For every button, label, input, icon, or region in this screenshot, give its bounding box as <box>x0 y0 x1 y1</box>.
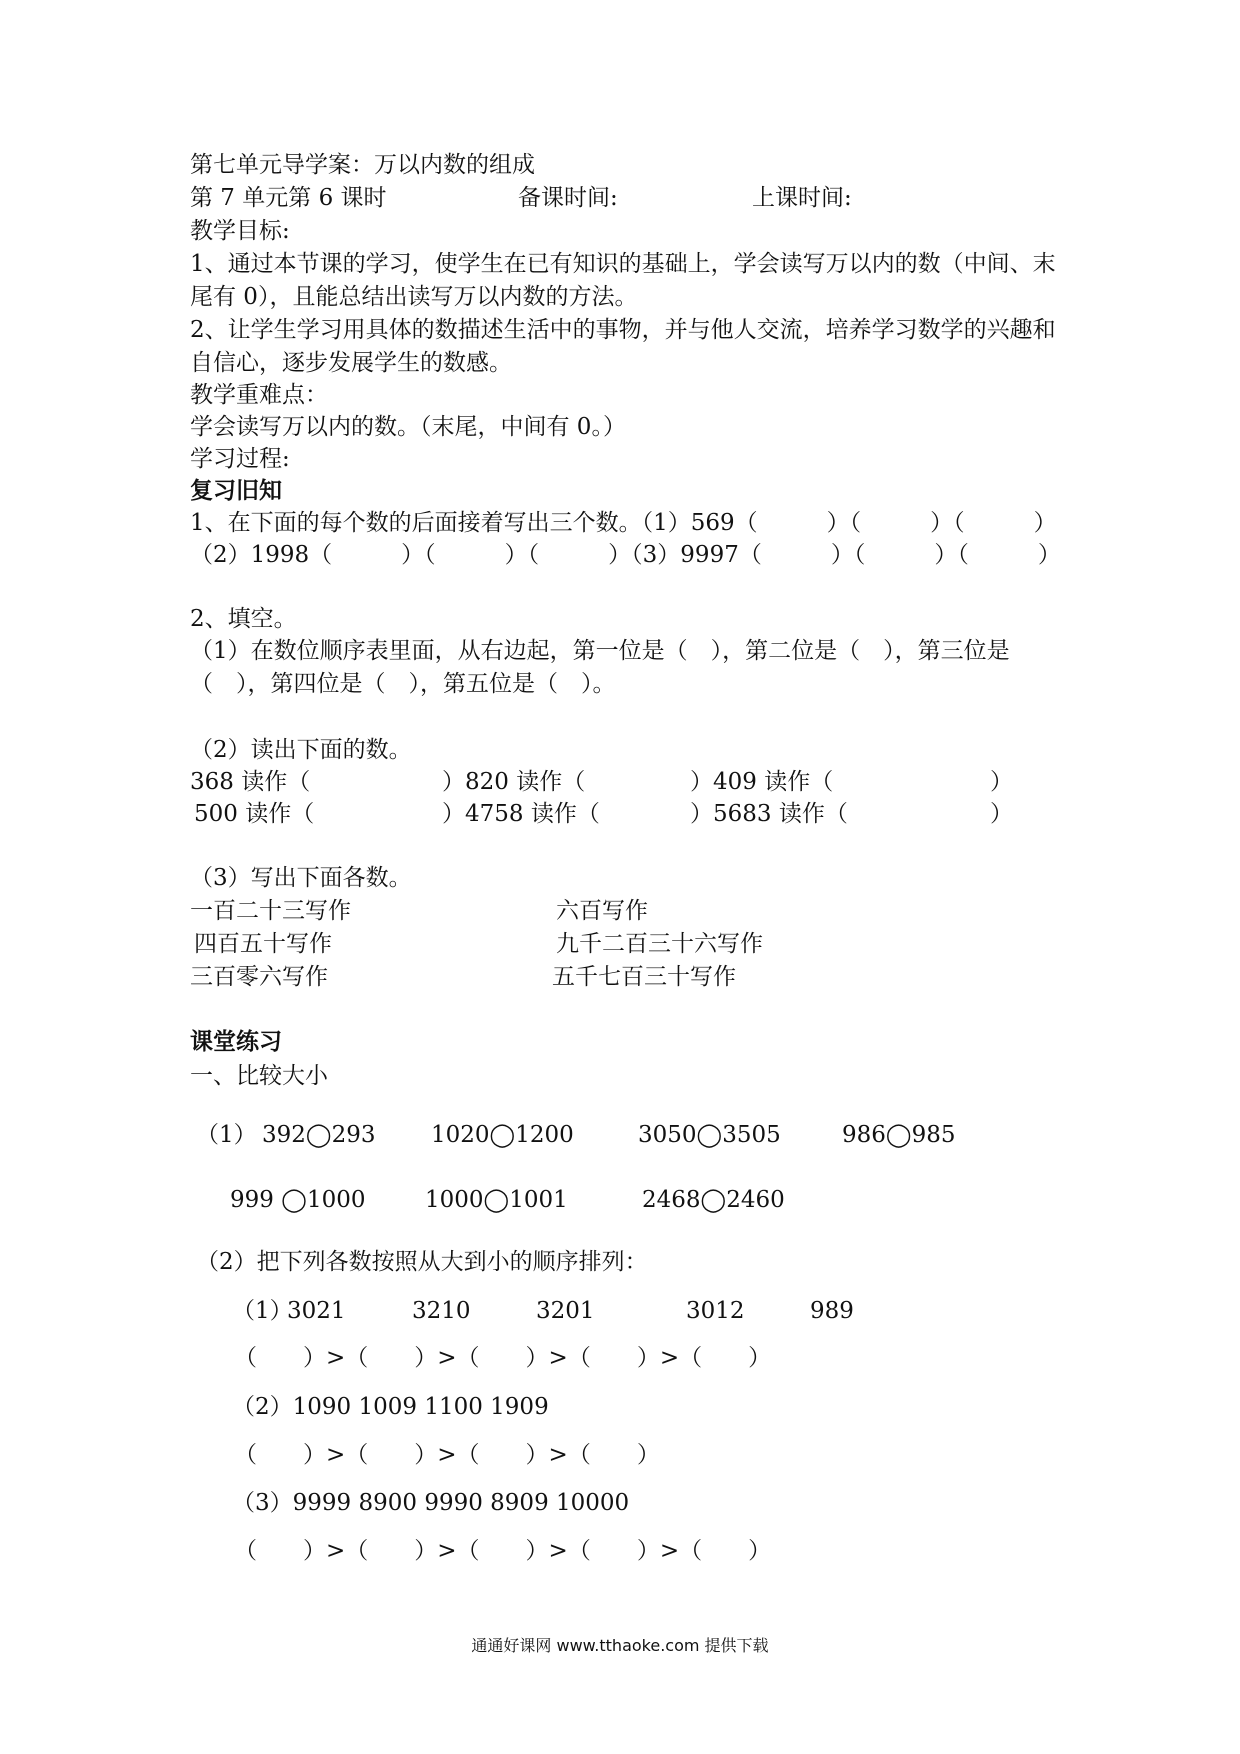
read-item: ） <box>990 769 1013 795</box>
compare-item: 1000◯1001 <box>425 1187 568 1213</box>
compare-label: （1） <box>196 1122 257 1148</box>
process-heading: 学习过程: <box>190 446 290 472</box>
compare-item: 999 ◯1000 <box>230 1187 366 1213</box>
review-q2-heading: 2、填空。 <box>190 606 297 632</box>
compare-item: 986◯985 <box>842 1122 956 1148</box>
write-item: 一百二十三写作 <box>190 898 351 924</box>
read-item: ）5683 读作（ <box>690 801 848 827</box>
key-points-text: 学会读写万以内的数。（末尾，中间有 0。） <box>190 414 626 440</box>
order1-number: 3012 <box>686 1298 745 1324</box>
order3-text: （3）9999 8900 9990 8909 10000 <box>232 1490 630 1516</box>
review-heading: 复习旧知 <box>190 477 282 504</box>
order1-label: （1） <box>232 1298 293 1324</box>
read-item: ）409 读作（ <box>690 769 834 795</box>
practice-heading: 课堂练习 <box>190 1028 282 1055</box>
compare-item: 392◯293 <box>262 1122 376 1148</box>
class-time-label: 上课时间: <box>752 185 852 211</box>
practice-part1: 一、比较大小 <box>190 1063 328 1089</box>
objectives-heading: 教学目标: <box>190 218 290 244</box>
compare-item: 2468◯2460 <box>642 1187 785 1213</box>
order3-blanks: （ ）>（ ）>（ ）>（ ）>（ ） <box>234 1538 772 1564</box>
write-item: 四百五十写作 <box>194 931 332 957</box>
order1-number: 3201 <box>536 1298 595 1324</box>
compare-item: 3050◯3505 <box>638 1122 781 1148</box>
review-q1-line1: 1、在下面的每个数的后面接着写出三个数。（1）569（ ）（ ）（ ） <box>190 510 1057 536</box>
review-q2-2-heading: （2）读出下面的数。 <box>190 737 412 763</box>
prep-time-label: 备课时间: <box>518 185 618 211</box>
order2-blanks: （ ）>（ ）>（ ）>（ ） <box>234 1442 660 1468</box>
review-q1-line2: （2）1998（ ）（ ）（ ）（3）9997（ ）（ ）（ ） <box>190 542 1061 568</box>
read-item: ） <box>990 801 1013 827</box>
compare-item: 1020◯1200 <box>431 1122 574 1148</box>
write-item: 三百零六写作 <box>190 964 328 990</box>
key-points-heading: 教学重难点： <box>190 382 328 408</box>
unit-lesson: 第 7 单元第 6 课时 <box>190 185 387 211</box>
write-item: 六百写作 <box>556 898 648 924</box>
order1-number: 3210 <box>412 1298 471 1324</box>
read-item: 368 读作（ <box>190 769 311 795</box>
read-item: ）4758 读作（ <box>442 801 600 827</box>
read-item: ）820 读作（ <box>442 769 586 795</box>
order-heading: （2）把下列各数按照从大到小的顺序排列： <box>196 1249 648 1275</box>
write-item: 五千七百三十写作 <box>552 964 736 990</box>
review-q2-1: （1）在数位顺序表里面，从右边起，第一位是（ ），第二位是（ ），第三位是（ ），第四位是（ ），第五位是（ ）。 <box>190 638 1010 697</box>
objective-item-1: 1、通过本节课的学习，使学生在已有知识的基础上，学会读写万以内的数（中间、末尾有 0），且能总结出读写万以内数的方法。 <box>190 251 1056 310</box>
footer-text: 通通好课网 www.tthaoke.com 提供下载 <box>471 1636 769 1655</box>
objective-item-2: 2、让学生学习用具体的数描述生活中的事物，并与他人交流，培养学习数学的兴趣和自信心，逐步发展学生的数感。 <box>190 317 1056 376</box>
read-item: 500 读作（ <box>194 801 315 827</box>
order1-blanks: （ ）>（ ）>（ ）>（ ）>（ ） <box>234 1345 772 1371</box>
document-title: 第七单元导学案：万以内数的组成 <box>190 152 535 178</box>
write-item: 九千二百三十六写作 <box>556 931 763 957</box>
order1-number: 3021 <box>287 1298 346 1324</box>
order2-text: （2）1090 1009 1100 1909 <box>232 1394 549 1420</box>
order1-number: 989 <box>810 1298 854 1324</box>
review-q2-3-heading: （3）写出下面各数。 <box>190 865 412 891</box>
